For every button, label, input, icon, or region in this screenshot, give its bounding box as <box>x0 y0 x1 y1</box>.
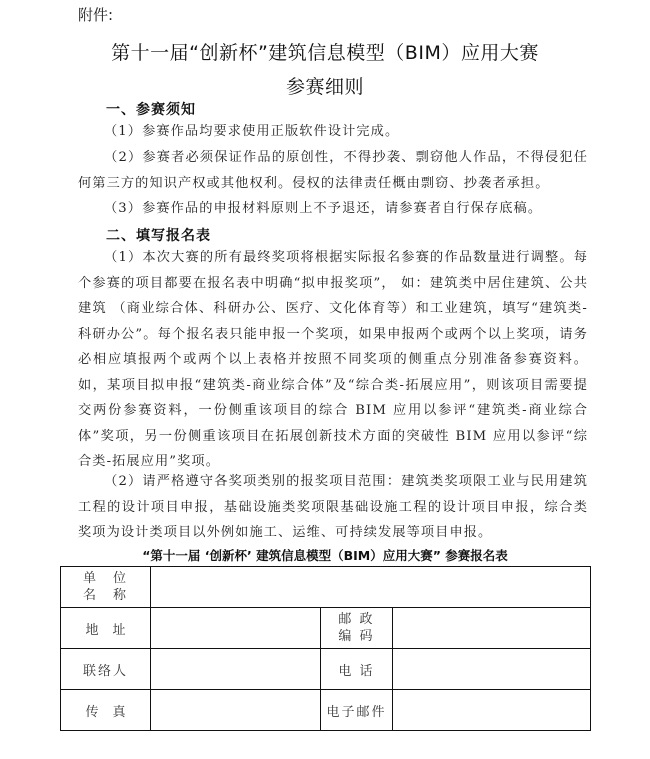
org-name-field[interactable] <box>151 567 591 608</box>
attachment-label: 附件: <box>78 6 114 24</box>
contact-field[interactable] <box>151 649 321 690</box>
address-label <box>61 608 151 649</box>
postal-code-field[interactable] <box>393 608 591 649</box>
registration-form-title: “第十一届 ‘创新杯’ 建筑信息模型（BIM）应用大赛” 参赛报名表 <box>142 548 508 563</box>
document-subtitle: 参赛细则 <box>285 76 364 98</box>
org-name-label <box>61 567 151 608</box>
fax-label <box>61 690 151 731</box>
email-field[interactable] <box>393 690 591 731</box>
form-row-address <box>61 608 591 649</box>
notice-paragraph-3 <box>78 196 588 222</box>
fax-label-text: 传真 <box>85 704 140 720</box>
postal-code-label-line1: 邮 政 <box>338 612 375 627</box>
registration-form-table <box>60 566 591 731</box>
form-paragraph-1 <box>78 245 588 475</box>
form-text-1: （1）本次大赛的所有最终奖项将根据实际报名参赛的作品数量进行调整。每个参赛的项目都要在报名表中明确“拟申报奖项”， 如：建筑类中居住建筑、公共建筑 （商业综合体、科研办公、医疗、文化体育等）和工业建筑，填写“建筑类-科研办公”。每个报名表只能申报一个奖项，如果申报两个或两个以上奖项，请务必相应填报两个或两个以上表格并按照不同奖项的侧重点分别准备参赛资料。如，某项目拟申报“建筑类-商业综合体”及“综合类-拓展应用”，则该项目需要提交两份参赛资料，一份侧重该项目的综合 BIM 应用以参评“建筑类-商业综合体”奖项，另一份侧重该项目在拓展创新技术方面的突破性 BIM 应用以参评“综合类-拓展应用”奖项。 <box>78 250 588 469</box>
postal-code-label <box>321 608 393 649</box>
phone-label: 电 话 <box>321 649 393 690</box>
form-row-fax <box>61 690 591 731</box>
phone-field[interactable] <box>393 649 591 690</box>
notice-paragraph-1 <box>78 119 588 145</box>
form-row-contact <box>61 649 591 690</box>
fax-field[interactable] <box>151 690 321 731</box>
form-text-2: （2）请严格遵守各奖项类别的报奖项目范围：建筑类奖项限工业与民用建筑工程的设计项目申报，基础设施类奖项限基础设施工程的设计项目申报，综合类奖项为设计类项目以外例如施工、运维、可持续发展等项目申报。 <box>78 474 588 540</box>
form-row-org <box>61 567 591 608</box>
address-field[interactable] <box>151 608 321 649</box>
notice-text-3: （3）参赛作品的申报材料原则上不予退还，请参赛者自行保存底稿。 <box>104 201 543 216</box>
postal-code-label-line2: 编 码 <box>338 629 375 644</box>
contact-label: 联络人 <box>61 649 151 690</box>
section-heading-form: 二、填写报名表 <box>106 228 211 244</box>
section-heading-notice: 一、参赛须知 <box>106 102 196 118</box>
org-name-label-line2: 名 称 <box>82 588 128 603</box>
document-title: 第十一届“创新杯”建筑信息模型（BIM）应用大赛 <box>111 42 539 64</box>
notice-text-1: （1）参赛作品均要求使用正版软件设计完成。 <box>104 124 400 139</box>
address-label-text: 地址 <box>85 622 140 638</box>
notice-paragraph-2 <box>78 145 588 196</box>
form-paragraph-2 <box>78 469 588 546</box>
email-label: 电子邮件 <box>321 690 393 731</box>
org-name-label-line1: 单 位 <box>82 571 128 586</box>
notice-text-2: （2）参赛者必须保证作品的原创性，不得抄袭、剽窃他人作品，不得侵犯任何第三方的知识产权或其他权利。侵权的法律责任概由剽窃、抄袭者承担。 <box>78 150 588 191</box>
